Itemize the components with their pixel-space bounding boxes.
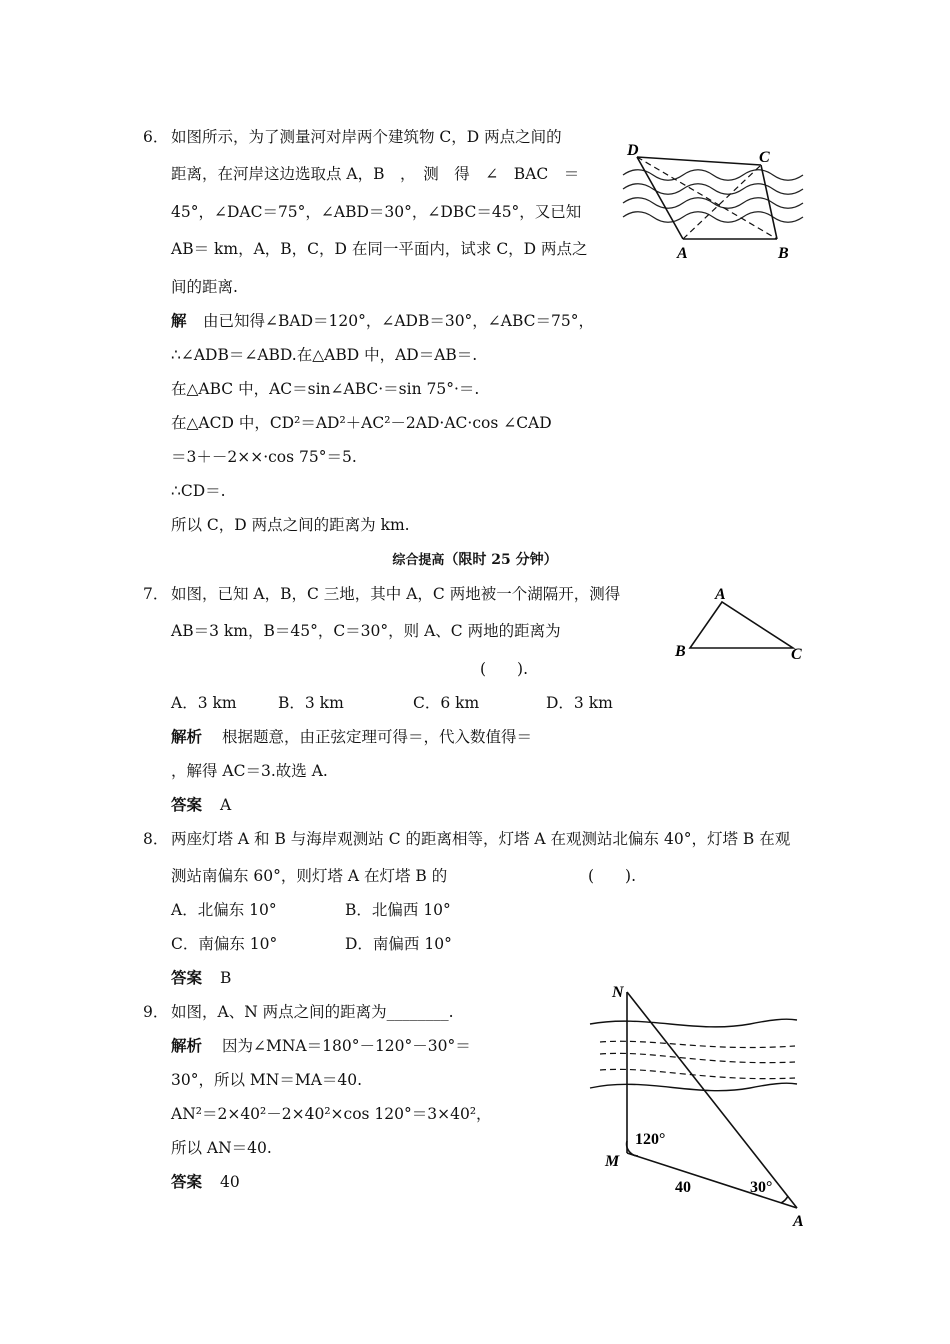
- p6-label-B: B: [778, 245, 789, 262]
- p7-line-2: AB＝3 km，B＝45°，C＝30°，则 A、C 两地的距离为: [171, 622, 561, 640]
- p6-number: 6．: [143, 128, 169, 146]
- p9-analysis-2: 30°，所以 MN＝MA＝40.: [171, 1071, 363, 1089]
- section-time: （限时 25 分钟）: [444, 552, 558, 568]
- p9-label-A: A: [793, 1213, 804, 1230]
- p8-option-b: B．北偏西 10°: [345, 901, 451, 919]
- p7-option-b: B．3 km: [278, 694, 344, 712]
- p7-answer: A: [220, 796, 232, 814]
- p6-solution-label: 解: [171, 311, 187, 330]
- p6-sol-1: 由已知得∠BAD＝120°，∠ADB＝30°，∠ABC＝75°，: [203, 312, 594, 330]
- p6-sol-3: 在△ABC 中，AC＝sin∠ABC·＝sin 75°·＝.: [171, 380, 480, 398]
- p9-angle-120: 120°: [635, 1131, 666, 1148]
- p6-line-2: 距离，在河岸这边选取点 A，B ， 测 得 ∠ BAC ＝: [171, 165, 580, 183]
- p7-option-a: A．3 km: [171, 694, 237, 712]
- p9-label-N: N: [612, 984, 624, 1001]
- section-header: [0, 550, 950, 571]
- p6-line-3: 45°，∠DAC＝75°，∠ABD＝30°，∠DBC＝45°，又已知: [171, 203, 582, 221]
- p6-sol-4: 在△ACD 中，CD²＝AD²＋AC²－2AD·AC·cos ∠CAD: [171, 414, 552, 432]
- p8-option-d: D．南偏西 10°: [345, 935, 452, 953]
- p9-analysis-4: 所以 AN＝40.: [171, 1139, 272, 1157]
- p8-number: 8．: [143, 830, 169, 848]
- p6-line-5: 间的距离.: [171, 278, 238, 296]
- p7-analysis-2: ，解得 AC＝3.故选 A.: [171, 762, 328, 780]
- p7-number: 7．: [143, 585, 169, 603]
- p6-sol-7: 所以 C，D 两点之间的距离为 km.: [171, 516, 410, 534]
- p9-lake-figure: [585, 978, 810, 1233]
- p7-label-B: B: [675, 643, 686, 660]
- p6-sol-2: ∴∠ADB＝∠ABD.在△ABD 中，AD＝AB＝.: [171, 346, 478, 364]
- p9-angle-30: 30°: [750, 1179, 773, 1196]
- p8-answer-paren: ( ).: [588, 867, 637, 885]
- p6-line-4: AB＝ km，A，B，C，D 在同一平面内，试求 C，D 两点之: [171, 240, 588, 258]
- p6-sol-5: ＝3＋－2××·cos 75°＝5.: [171, 448, 357, 466]
- p7-label-A: A: [715, 586, 726, 603]
- p8-line-1: 两座灯塔 A 和 B 与海岸观测站 C 的距离相等，灯塔 A 在观测站北偏东 40°，灯塔 B 在观: [171, 830, 791, 848]
- p9-answer: 40: [220, 1173, 240, 1191]
- p6-river-figure: [615, 135, 810, 265]
- p7-triangle-figure: [670, 582, 815, 667]
- p6-line-1: 如图所示，为了测量河对岸两个建筑物 C，D 两点之间的: [171, 128, 562, 146]
- p9-analysis-3: AN²＝2×40²－2×40²×cos 120°＝3×40²，: [171, 1105, 492, 1123]
- p8-answer-label: 答案: [171, 968, 203, 987]
- p8-answer: B: [220, 969, 232, 987]
- p7-line-1: 如图，已知 A，B，C 三地，其中 A，C 两地被一个湖隔开，测得: [171, 585, 621, 603]
- p7-option-d: D．3 km: [546, 694, 613, 712]
- p9-line-1: 如图，A、N 两点之间的距离为________.: [171, 1003, 454, 1021]
- p9-length-40: 40: [675, 1179, 691, 1196]
- p8-line-2: 测站南偏东 60°，则灯塔 A 在灯塔 B 的: [171, 867, 448, 885]
- p8-option-a: A．北偏东 10°: [171, 901, 277, 919]
- section-title: 综合提高: [392, 553, 445, 568]
- p7-option-c: C．6 km: [413, 694, 480, 712]
- p7-analysis-1: 根据题意，由正弦定理可得＝，代入数值得＝: [222, 728, 533, 746]
- p9-number: 9．: [143, 1003, 169, 1021]
- p6-label-A: A: [677, 245, 688, 262]
- p6-sol-6: ∴CD＝.: [171, 482, 226, 500]
- p6-label-D: D: [627, 142, 639, 159]
- p8-option-c: C．南偏东 10°: [171, 935, 278, 953]
- p7-answer-paren: ( ).: [480, 660, 529, 678]
- p7-answer-label: 答案: [171, 795, 203, 814]
- p9-analysis-label: 解析: [171, 1036, 203, 1055]
- p9-answer-label: 答案: [171, 1172, 203, 1191]
- p6-label-C: C: [759, 149, 770, 166]
- p7-analysis-label: 解析: [171, 727, 203, 746]
- p9-analysis-1: 因为∠MNA＝180°－120°－30°＝: [222, 1037, 471, 1055]
- p7-label-C: C: [791, 646, 802, 663]
- p9-label-M: M: [605, 1153, 620, 1170]
